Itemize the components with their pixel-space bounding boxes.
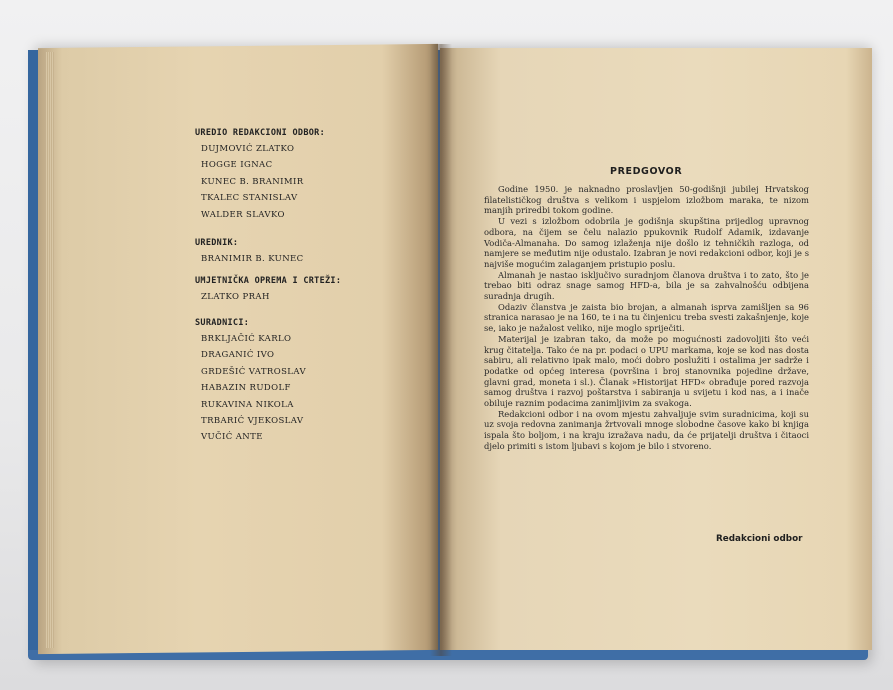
foreword-title: PREDGOVOR — [610, 166, 683, 177]
foreword-body — [484, 184, 809, 452]
foreword-paragraph: U vezi s izložbom odobrila je godišnja skupština prijedlog upravnog odbora, na čijem se čelu nalazio ppukovnik Rudolf Adamik, izdavanje Vodiča-Almanaha. Do samog izlaženja nije došlo iz tehničkih razloga, od namjere se međutim nije odustalo. Izabran je novi redakcioni odbor, koji je s najviše mogućim zalaganjem pristupio poslu. — [484, 216, 809, 269]
credit-name: BRKLJAČIĆ KARLO — [201, 334, 292, 344]
book-gutter — [430, 44, 452, 656]
section-heading: UMJETNIČKA OPREMA I CRTEŽI: — [195, 276, 342, 286]
art-section — [195, 276, 341, 308]
credit-name: ZLATKO PRAH — [201, 292, 270, 302]
credit-name: RUKAVINA NIKOLA — [201, 399, 294, 410]
contributors-section — [195, 318, 306, 449]
credit-name: TKALEC STANISLAV — [201, 193, 298, 204]
section-heading: UREDNIK: — [195, 238, 239, 248]
foreword-paragraph: Odaziv članstva je zaista bio brojan, a almanah isprva zamišljen sa 96 stranica narasao je na 160, te i na tu činjenicu treba svesti zakašnjenje, koje se, iako je nažalost veliko, nije moglo spriječiti. — [484, 301, 809, 334]
credit-name: TRBARIĆ VJEKOSLAV — [201, 415, 304, 426]
credit-name: KUNEC B. BRANIMIR — [201, 176, 304, 187]
foreword-paragraph: Redakcioni odbor i na ovom mjestu zahvaljuje svim suradnicima, koji su uz svoja redovna zanimanja žrtvovali mnoge slobodne časove kako bi knjiga ispala što boljom, i na kraju izražava nadu, da će prijatelji društva i čitaoci djelo primiti s istom ljubavi s kojom je bilo i stvoreno. — [484, 408, 809, 451]
credit-name: HOGGE IGNAC — [201, 160, 273, 171]
credit-name: GRDEŠIĆ VATROSLAV — [201, 366, 306, 377]
credit-name: BRANIMIR B. KUNEC — [201, 254, 304, 264]
section-heading: UREDIO REDAKCIONI ODBOR: — [195, 128, 326, 138]
editor-section — [195, 238, 304, 270]
foreword-paragraph: Almanah je nastao isključivo suradnjom članova društva i to zato, što je trebao biti odraz snage samog HFD-a, bila je sa zahvalnošću odbijena suradnja drugih. — [484, 269, 809, 302]
editorial-board-section — [195, 128, 325, 226]
credit-name: VUČIĆ ANTE — [201, 432, 263, 443]
foreword-signature: Redakcioni odbor — [716, 534, 803, 544]
credit-name: WALDER SLAVKO — [201, 209, 285, 220]
credit-name: DUJMOVIĆ ZLATKO — [201, 144, 295, 154]
page-stack-edge — [46, 52, 54, 648]
section-heading: SURADNICI: — [195, 318, 250, 328]
credit-name: DRAGANIĆ IVO — [201, 350, 275, 361]
foreword-paragraph: Godine 1950. je naknadno proslavljen 50-godišnji jubilej Hrvatskog filatelističkog društva s velikom i uspjelom izložbom maraka, te nizom manjih priredbi tokom godine. — [484, 184, 809, 216]
credit-name: HABAZIN RUDOLF — [201, 383, 291, 394]
foreword-paragraph: Materijal je izabran tako, da može po mogućnosti zadovoljiti što veći krug čitatelja. Tako će na pr. podaci o UPU markama, koje se kod nas dosta sabiru, ali relativno ipak malo, moći dobro poslužiti i ostalima jer sadrže i podatke od općeg interesa (površina i broj stanovnika pojedine države, glavni grad, moneta i sl.). Članak »Historijat HFD« obrađuje pored razvoja samog društva i razvoj poštarstva i sabiranja u svijetu i kod nas, a i inače obiluje raznim podacima zanimljivim za svakoga. — [484, 333, 809, 409]
